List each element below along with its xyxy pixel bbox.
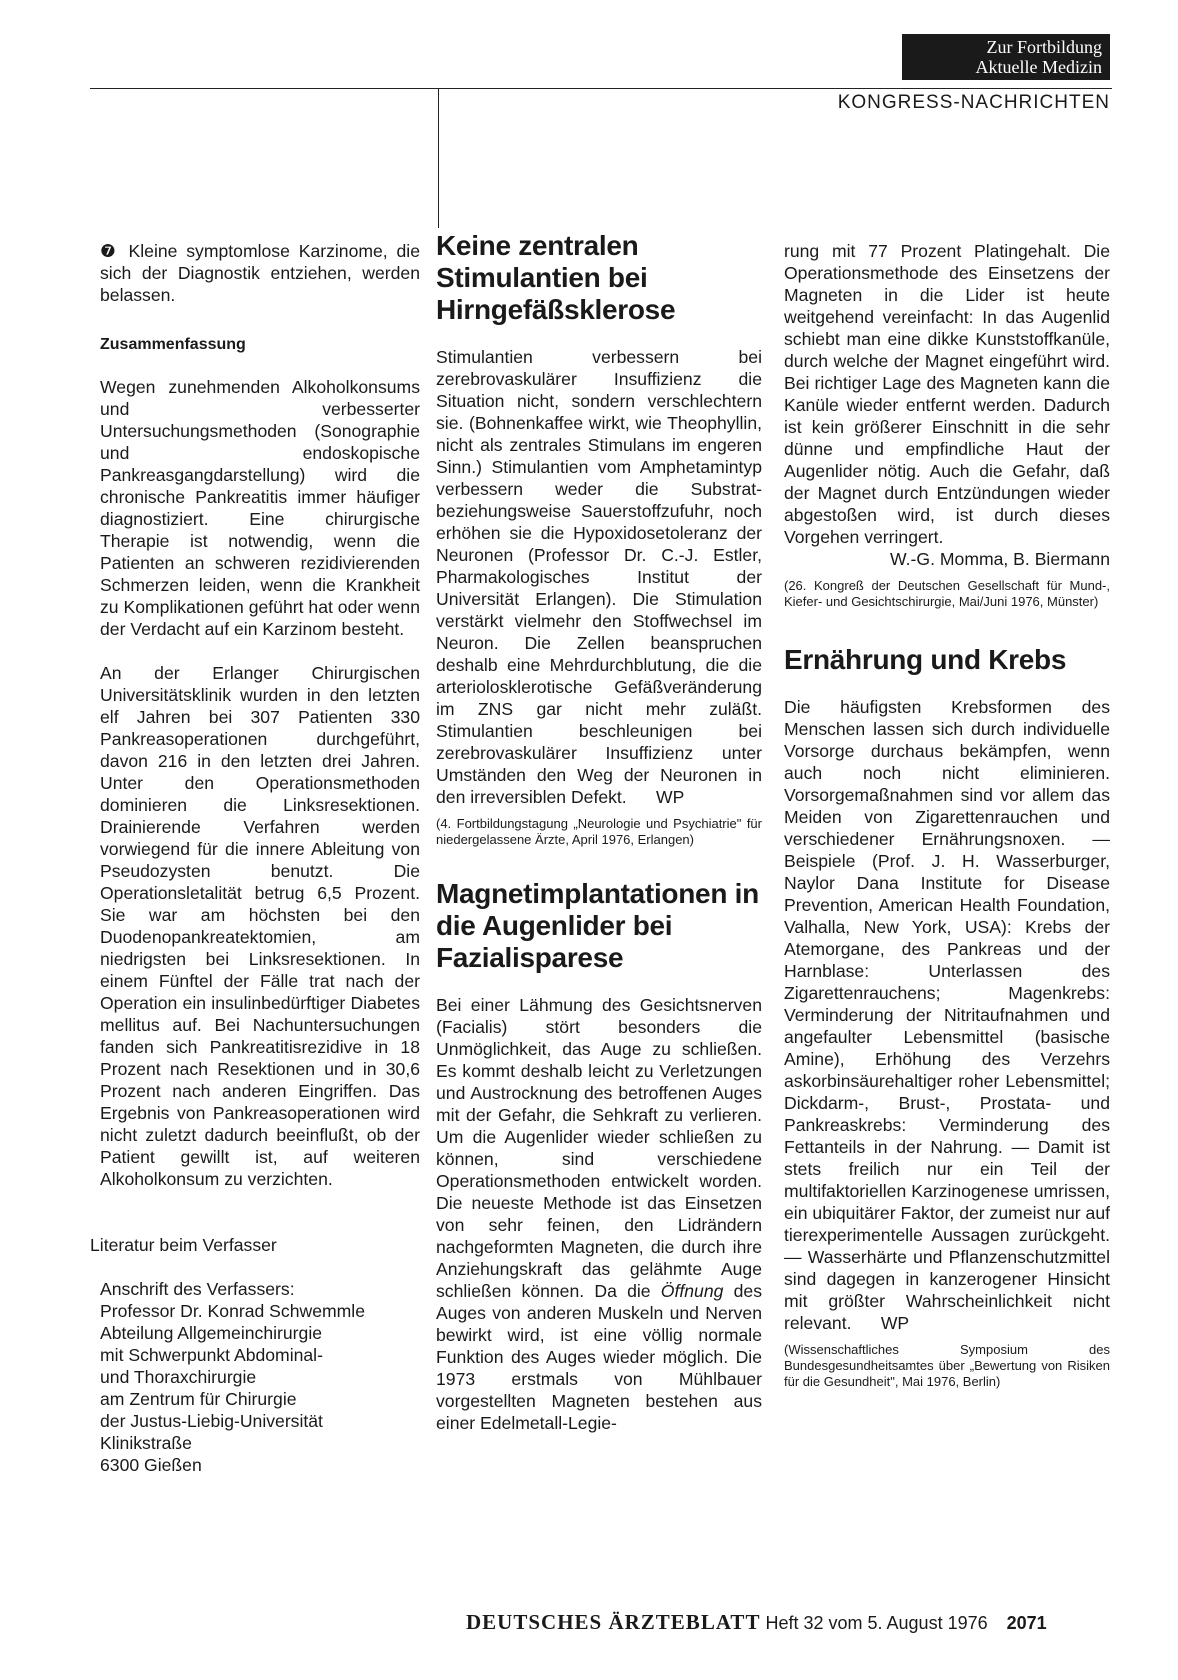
author-sign: WP <box>656 787 685 807</box>
column-3 <box>784 240 1110 1390</box>
literature-note: Literatur beim Verfasser <box>90 1235 277 1255</box>
source-note: (4. Fortbildungstagung „Neurologie und Psychiatrie" für niedergelassene Ärzte, April 1976, Erlangen) <box>436 816 762 847</box>
article-text: des Auges von anderen Muskeln und Nerven bewirkt wird, ist eine völlig normale Funktion des Auges wieder möglich. Die 1973 erstmals von Mühlbauer vorgestellten Magneten bestehen aus einer Edelmetall-Legie- <box>436 1281 763 1433</box>
page-footer <box>466 1610 1116 1635</box>
author-sign: WP <box>880 1313 910 1333</box>
article-text: Die häufigsten Krebsformen des Menschen lassen sich durch individuelle Vorsorge durchaus bekämpfen, wenn auch noch nicht eliminieren. Vorsorgemaßnahmen sind vor allem das Meiden von Zigarettenrauchen und verschiedener Ernährungsnoxen. — Beispiele (Prof. J. H. Wasserburger, Naylor Dana Institute for Disease Prevention, American Health Foundation, Valhalla, New York, USA): Krebs der Atemorgane, des Pankreas und der Harnblase: Unterlassen des Zigarettenrauchens; Magenkrebs: Verminderung der Nitritaufnahmen und angefaulter Lebensmittel (basische Amine), Erhöhung des Verzehrs askorbinsäurehaltiger roher Lebensmittel; Dickdarm-, Brust-, Prostata- und Pankreaskrebs: Verminderung des Fettanteils in der Nahrung. — Damit ist stets freilich nur ein Teil der multifaktoriellen Karzinogenese umrissen, ein ubiquitärer Faktor, der zumeist nur auf tierexperimentelle Aussagen zurückgeht. — Wasserhärte und Pflanzenschutzmittel sind dagegen in kanzerogener Hinsicht mit größter Wahrscheinlichkeit nicht relevant. <box>784 697 1110 1333</box>
emphasis: Öffnung <box>660 1281 724 1301</box>
column-2 <box>436 230 763 1434</box>
body-paragraph: An der Erlanger Chirurgischen Universitätsklinik wurden in den letzten elf Jahren bei 307 Patienten 330 Pankreasoperationen durchgeführt, davon 216 in den letzten drei Jahren. Unter den Operationsmethoden dominieren die Linksresektionen. Drainierende Verfahren werden vorwiegend für die innere Ableitung von Pseudozysten benutzt. Die Operationsletalität betrug 6,5 Prozent. Sie war am höchsten bei den Duodenopankreatektomien, am niedrigsten bei Linksresektionen. In einem Fünftel der Fälle trat nach der Operation ein insulinbedürftiger Diabetes mellitus auf. Bei Nachuntersuchungen fanden sich Pankreatitisrezidive in 18 Prozent nach Resektionen und in 30,6 Prozent nach anderen Eingriffen. Das Ergebnis von Pankreasoperationen wird nicht zuletzt dadurch beeinflußt, ob der Patient gewillt ist, auf weiteren Alkoholkonsum zu verzichten. <box>100 663 420 1189</box>
address-line: 6300 Gießen <box>100 1455 202 1475</box>
article-body <box>436 994 762 1434</box>
author-address <box>100 1278 420 1476</box>
address-line: Klinikstraße <box>100 1433 192 1453</box>
article-text: Stimulantien verbessern bei zerebrovaskulärer Insuffizienz die Situation nicht, sondern verschlechtern sie. (Bohnenkaffee wirkt, wie Theophyllin, nicht als zentrales Stimulans im engeren Sinn.) Stimulantien vom Amphetamintyp verbessern weder die Substrat- beziehungsweise Sauerstoffzufuhr, noch erhöhen sie die Hypoxidosetoleranz der Neuronen (Professor Dr. C.-J. Estler, Pharmakologisches Institut der Universität Erlangen). Die Stimulation verstärkt vielmehr den Stoffwechsel im Neuron. Die Zellen beanspruchen deshalb eine Mehrdurchblutung, die die arteriolosklerotische Gefäßveränderung im ZNS gar nicht mehr zuläßt. Stimulantien beschleunigen bei zerebrovaskulärer Insuffizienz unter Umständen den Weg der Neuronen in den irreversiblen Defekt. <box>436 347 762 807</box>
column-1 <box>90 240 420 1476</box>
address-line: Anschrift des Verfassers: <box>100 1279 295 1299</box>
address-line: der Justus-Liebig-Universität <box>100 1411 323 1431</box>
address-line: Abteilung Allgemeinchirurgie <box>100 1323 323 1343</box>
rubric-line-2: Aktuelle Medizin <box>975 57 1102 77</box>
header-rule <box>90 88 1112 89</box>
article-title: Magnetimplantationen in die Augenlider bei Fazialisparese <box>436 878 759 973</box>
source-note: (Wissenschaftliches Symposium des Bundesgesundheitsamtes über „Bewertung von Risiken für die Gesundheit", Mai 1976, Berlin) <box>784 1342 1110 1389</box>
article-continuation: rung mit 77 Prozent Platingehalt. Die Operationsmethode des Einsetzens der Magneten in die Lider ist heute weitgehend vereinfacht: In das Augenlid schiebt man eine dikke Kunststoffkanüle, durch welche der Magnet eingeführt wird. Bei richtiger Lage des Magneten kann die Kanüle wieder entfernt werden. Dadurch ist kein größerer Einschnitt in die sehr dünne und empfindliche Haut der Augenlider nötig. Auch die Gefahr, daß der Magnet durch Entzündungen wieder abgestoßen wird, ist durch dieses Vorgehen verringert. <box>784 241 1110 547</box>
article-body <box>436 346 762 808</box>
article-title: Ernährung und Krebs <box>784 644 1067 675</box>
summary-paragraph: Wegen zunehmenden Alkoholkonsums und verbesserter Untersuchungsmethoden (Sonographie und endoskopische Pankreasgangdarstellung) wird die chronische Pankreatitis immer häufiger diagnostiziert. Eine chirurgische Therapie ist notwendig, wenn die Patienten an schweren rezidivierenden Schmerzen leiden, wenn die Krankheit zu Komplikationen geführt hat oder wenn der Verdacht auf ein Karzinom besteht. <box>100 377 420 639</box>
address-line: am Zentrum für Chirurgie <box>100 1389 297 1409</box>
article-text: Bei einer Lähmung des Gesichtsnerven (Facialis) stört besonders die Unmöglichkeit, das Auge zu schließen. Es kommt deshalb leicht zu Verletzungen und Austrocknung des betroffenen Auges mit der Gefahr, die Sehkraft zu verlieren. Um die Augenlider wieder schließen zu können, sind verschiedene Operationsmethoden entwickelt worden. Die neueste Methode ist das Einsetzen von sehr feinen, den Lidrändern nachgeformten Magneten, die durch ihre Anziehungskraft das gelähmte Auge schließen können. Da die <box>436 995 762 1301</box>
section-title: KONGRESS-NACHRICHTEN <box>837 92 1110 113</box>
article-body <box>784 696 1110 1334</box>
issue-info: Heft 32 vom 5. August 1976 <box>765 1613 988 1633</box>
summary-heading: Zusammenfassung <box>100 336 246 353</box>
source-note: (26. Kongreß der Deutschen Gesellschaft für Mund-, Kiefer- und Gesichtschirurgie, Mai/Juni 1976, Münster) <box>784 578 1110 609</box>
address-line: mit Schwerpunkt Abdominal- <box>100 1345 323 1365</box>
column-rule <box>438 88 439 228</box>
journal-name: DEUTSCHES ÄRZTEBLATT <box>466 1610 761 1634</box>
article-authors: W.-G. Momma, B. Biermann <box>890 549 1110 569</box>
rubric-line-1: Zur Fortbildung <box>986 37 1102 57</box>
address-line: Professor Dr. Konrad Schwemmle <box>100 1301 365 1321</box>
bullet-item: ❼ Kleine symptomlose Karzinome, die sich der Diagnostik entziehen, werden belassen. <box>100 241 420 305</box>
rubric-badge <box>902 34 1110 80</box>
address-line: und Thoraxchirurgie <box>100 1367 257 1387</box>
page-number: 2071 <box>1006 1613 1047 1633</box>
article-title: Keine zentralen Stimulantien bei Hirngefäßsklerose <box>436 230 676 325</box>
